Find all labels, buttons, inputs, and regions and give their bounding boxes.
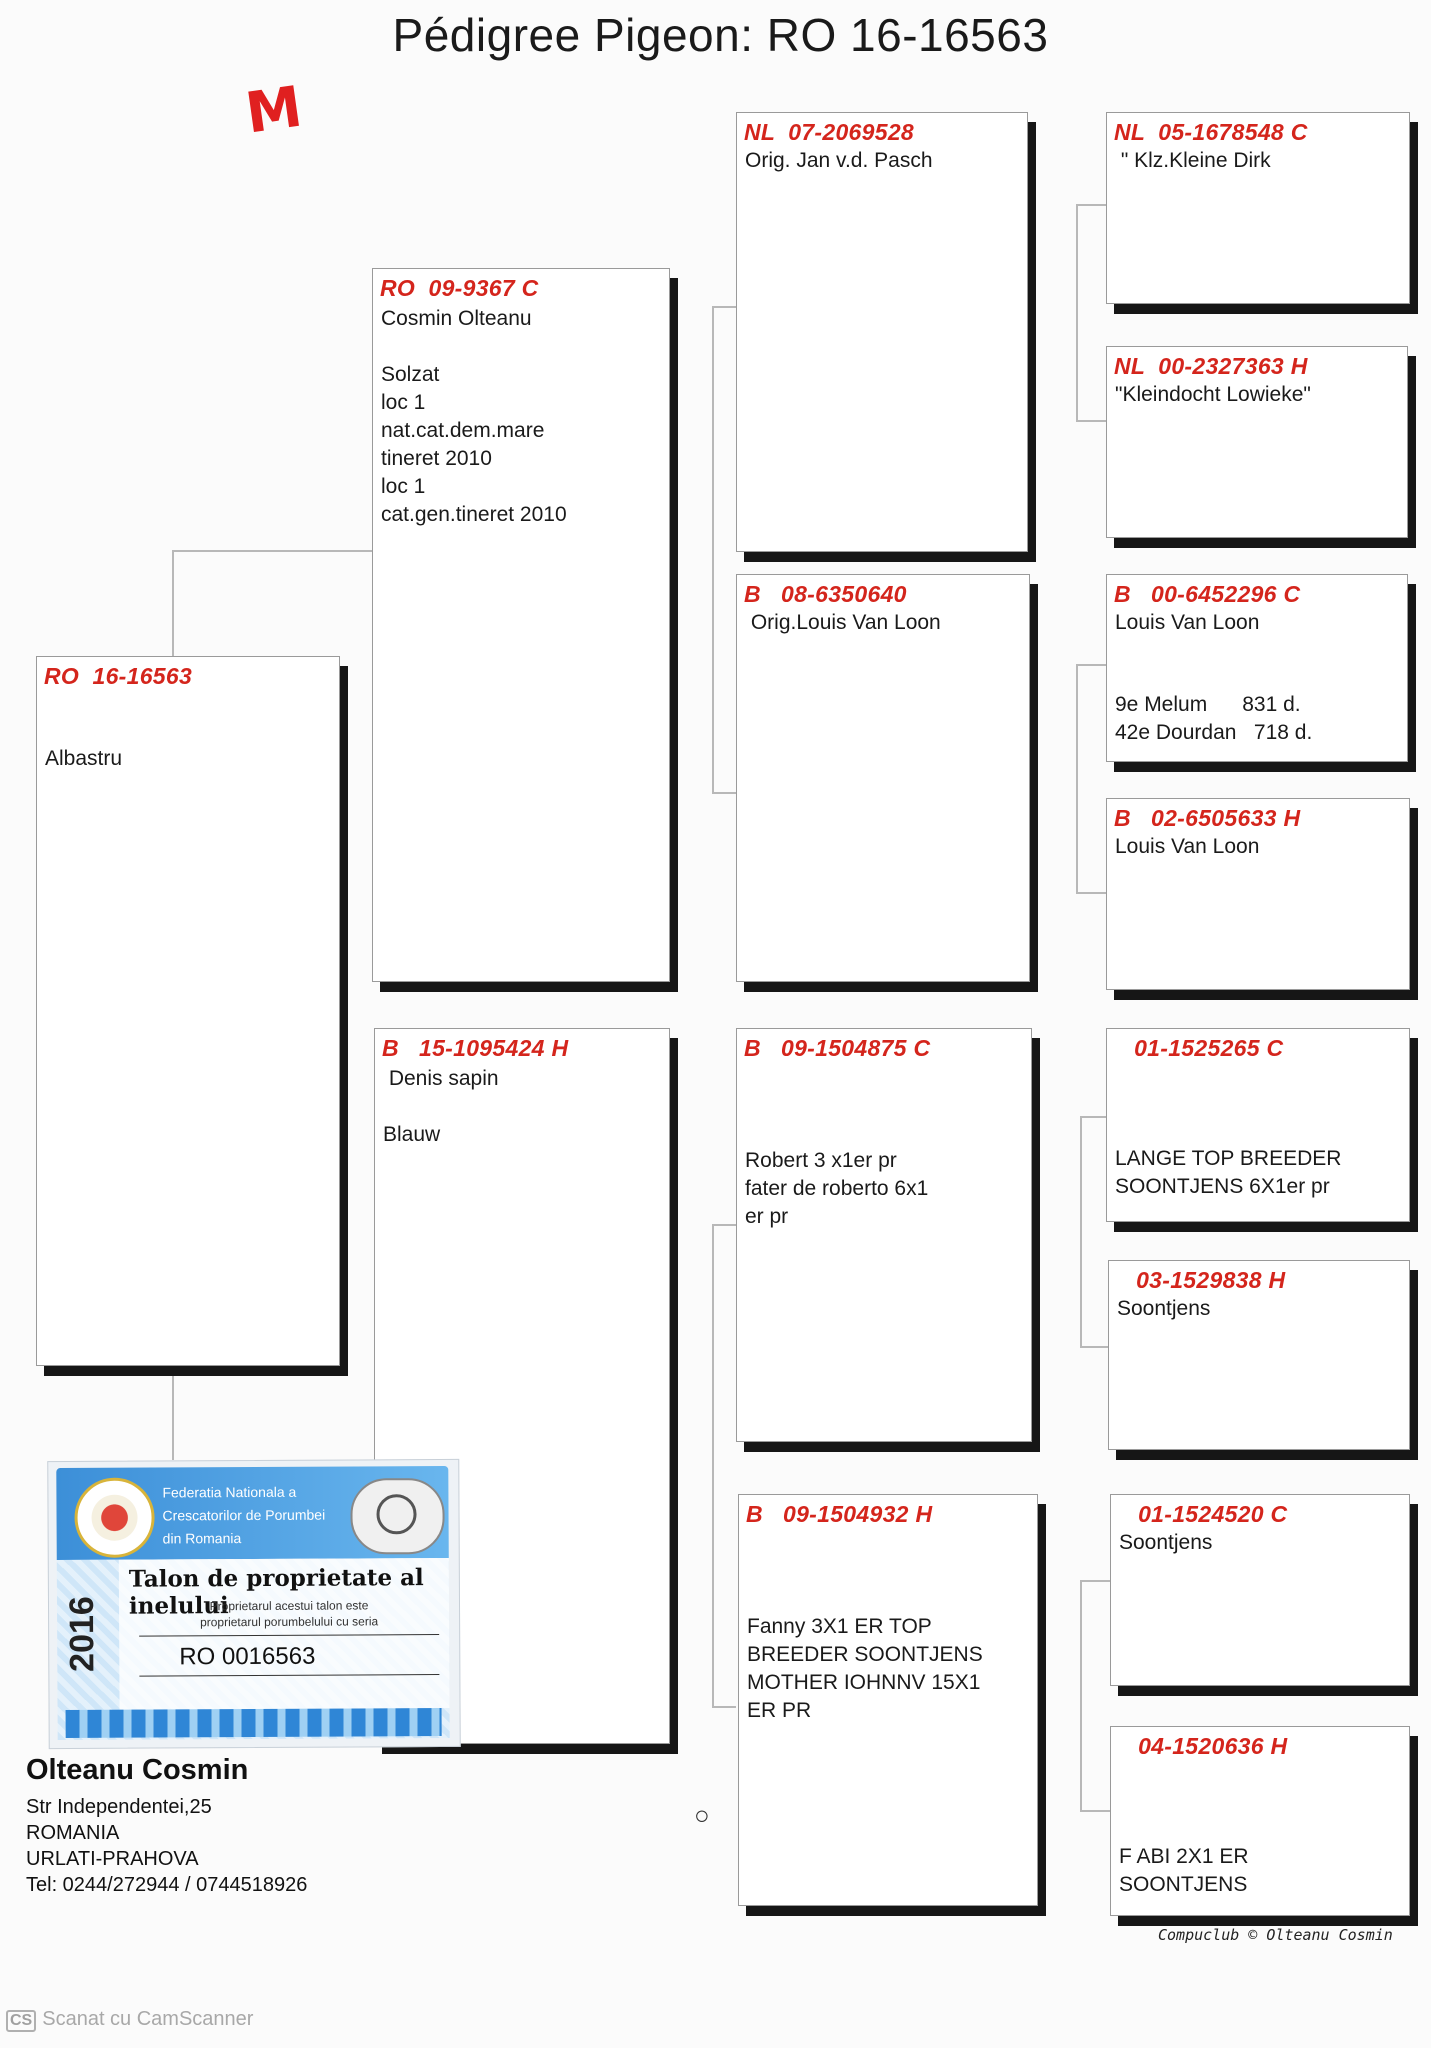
connector [712, 1706, 736, 1708]
certificate-year: 2016 [62, 1596, 102, 1672]
owner-phone: Tel: 0244/272944 / 0744518926 [26, 1874, 308, 1896]
ring-number: NL 07-2069528 [744, 119, 915, 145]
connector [1076, 204, 1106, 206]
connector [1080, 1580, 1110, 1582]
owner-country: ROMANIA [26, 1822, 120, 1844]
card-text: Denis sapin [383, 1067, 499, 1090]
card-text: LANGE TOP BREEDER [1115, 1147, 1342, 1170]
certificate-subtext: proprietarul porumbelului cu seria [200, 1614, 379, 1630]
connector [1080, 1580, 1082, 1812]
certificate-heading: Talon de proprietate al inelului [128, 1564, 424, 1620]
connector [712, 1224, 714, 1708]
card-ssd [1106, 346, 1408, 538]
card-sire-dam [736, 574, 1030, 982]
owner-name: Olteanu Cosmin [26, 1754, 249, 1786]
card-text: 42e Dourdan 718 d. [1115, 721, 1313, 744]
owner-street: Str Independentei,25 [26, 1796, 212, 1818]
card-text: loc 1 [381, 475, 426, 498]
org-line: Federatia Nationala a [162, 1483, 297, 1501]
ring-number: RO 09-9367 C [380, 275, 539, 301]
scanner-watermark [6, 2008, 253, 2032]
card-text: Orig.Louis Van Loon [745, 611, 941, 634]
decorative-band [66, 1708, 442, 1738]
card-text: Solzat [381, 363, 440, 386]
ring-certificate [47, 1459, 461, 1749]
card-text: Louis Van Loon [1115, 835, 1260, 858]
card-dam-sire [736, 1028, 1032, 1442]
connector [712, 306, 714, 792]
owner-city: URLATI-PRAHOVA [26, 1848, 199, 1870]
connector [1076, 892, 1106, 894]
card-dam-dam [738, 1494, 1038, 1906]
org-line: Crescatorilor de Porumbei [162, 1506, 326, 1524]
connector [1076, 664, 1078, 894]
card-sss [1106, 112, 1410, 304]
federation-name [162, 1481, 325, 1551]
rose-icon [91, 1495, 137, 1541]
card-subject [36, 656, 340, 1366]
card-text: nat.cat.dem.mare [381, 419, 545, 442]
card-text: " Klz.Kleine Dirk [1115, 149, 1271, 172]
card-text: MOTHER IOHNNV 15X1 [747, 1671, 981, 1694]
card-dds [1110, 1494, 1410, 1686]
card-text: Orig. Jan v.d. Pasch [745, 149, 933, 172]
ring-number: 01-1525265 C [1114, 1035, 1284, 1061]
certificate-body [57, 1558, 450, 1740]
connector [1080, 1116, 1082, 1348]
certificate-subtext: Proprietarul acestui talon este [209, 1598, 369, 1614]
pigeon-logo-icon [350, 1478, 444, 1554]
card-text: Cosmin Olteanu [381, 307, 532, 330]
org-line: din Romania [162, 1530, 242, 1547]
camscanner-logo-icon: CS [6, 2010, 36, 2032]
card-text: er pr [745, 1205, 789, 1228]
card-sire-sire [736, 112, 1028, 552]
ring-number: 03-1529838 H [1116, 1267, 1286, 1293]
card-text: BREEDER SOONTJENS [747, 1643, 983, 1666]
certificate-panel [119, 1558, 450, 1710]
federation-seal-icon [74, 1478, 154, 1558]
card-text: 9e Melum 831 d. [1115, 693, 1301, 716]
card-text: F ABI 2X1 ER [1119, 1845, 1249, 1868]
card-text: loc 1 [381, 391, 426, 414]
ring-number: B 09-1504932 H [746, 1501, 933, 1527]
card-text: Robert 3 x1er pr [745, 1149, 897, 1172]
card-text: Blauw [383, 1123, 441, 1146]
card-text: Soontjens [1117, 1297, 1211, 1320]
divider [139, 1674, 439, 1677]
certificate-header [56, 1466, 448, 1560]
bird-icon [376, 1494, 416, 1534]
ring-number: B 00-6452296 C [1114, 581, 1301, 607]
card-text: Fanny 3X1 ER TOP [747, 1615, 932, 1638]
page-title: Pédigree Pigeon: RO 16-16563 [392, 9, 1049, 61]
card-text: SOONTJENS 6X1er pr [1115, 1175, 1330, 1198]
scanner-text: Scanat cu CamScanner [42, 2008, 254, 2030]
card-ddd [1110, 1726, 1410, 1916]
connector [172, 550, 174, 660]
card-text: Soontjens [1119, 1531, 1213, 1554]
ring-number: B 08-6350640 [744, 581, 907, 607]
card-text: Louis Van Loon [1115, 611, 1260, 634]
connector [1076, 420, 1106, 422]
connector [1080, 1810, 1110, 1812]
card-text: ER PR [747, 1699, 812, 1722]
connector [1080, 1346, 1110, 1348]
card-text: SOONTJENS [1119, 1873, 1248, 1896]
ring-number: 04-1520636 H [1118, 1733, 1288, 1759]
connector [712, 1224, 736, 1226]
card-sire [372, 268, 670, 982]
connector [172, 1370, 174, 1460]
connector [712, 306, 736, 308]
connector [712, 792, 736, 794]
connector [1076, 664, 1106, 666]
ring-number: NL 05-1678548 C [1114, 119, 1308, 145]
ring-number: B 15-1095424 H [382, 1035, 569, 1061]
ring-number: 01-1524520 C [1118, 1501, 1288, 1527]
ring-number: B 09-1504875 C [744, 1035, 931, 1061]
connector [1076, 204, 1078, 422]
ring-number: NL 00-2327363 H [1114, 353, 1308, 379]
card-text: fater de roberto 6x1 [745, 1177, 929, 1200]
card-dss [1106, 1028, 1410, 1222]
card-dsd [1108, 1260, 1410, 1450]
divider [139, 1634, 439, 1637]
card-text: "Kleindocht Lowieke" [1115, 383, 1311, 406]
card-text: cat.gen.tineret 2010 [381, 503, 567, 526]
card-sds [1106, 574, 1408, 762]
connector [172, 550, 372, 552]
card-sdd [1106, 798, 1410, 990]
handwritten-mark: M [241, 74, 306, 147]
certificate-ring-number: RO 0016563 [179, 1642, 316, 1671]
copyright-footer: Compuclub © Olteanu Cosmin [1158, 1926, 1393, 1944]
card-text: Albastru [45, 747, 123, 770]
pen-mark-icon: ○ [694, 1800, 710, 1830]
ring-number: RO 16-16563 [44, 663, 193, 689]
card-text: tineret 2010 [381, 447, 492, 470]
ring-number: B 02-6505633 H [1114, 805, 1301, 831]
